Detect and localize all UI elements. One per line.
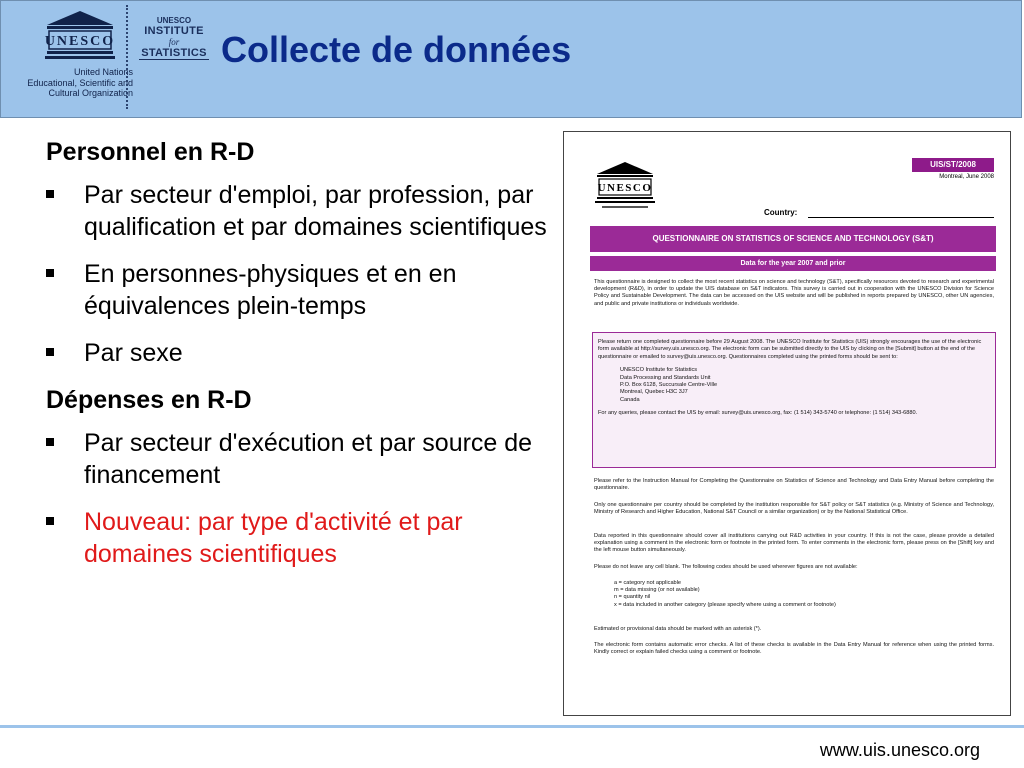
document-code-badge: UIS/ST/2008 [912,158,994,172]
contact-queries-text: For any queries, please contact the UIS by email: survey@uis.unesco.org, fax: (1 514) 343-5740 or telephone: (1 514) 343-6880. [598,410,918,417]
bullet-square-icon [46,348,54,356]
bullet-item [46,337,556,369]
section-heading-expenditure: Dépenses en R-D [46,386,252,414]
instruction-para-5: Estimated or provisional data should be marked with an asterisk (*). [594,626,762,632]
questionnaire-year-band: Data for the year 2007 and prior [590,256,996,271]
uis-line: UNESCO [156,16,192,25]
return-instructions-text: Please return one completed questionnaire before 29 August 2008. The UNESCO Institute for Statistics (UIS) strongly encourages the use of the electronic form available at http://survey.uis.unesco.org. The electronic form can be submitted directly to the UIS by clicking on the [Submit] button at the end of the questionnaire or emailed to survey@uis.unesco.org. Questionnaires completed using the printed forms should be sent to: [598,339,982,360]
address-line: Canada [620,396,640,403]
uis-line: INSTITUTE [144,25,204,37]
instruction-para-1: Please refer to the Instruction Manual for Completing the Questionnaire on Statistics of Science and Technology and Data Entry Manual before completing the questionnaire. [594,478,994,492]
instruction-para-3: Data reported in this questionnaire should cover all institutions carrying out R&D activities in your country. If this is not the case, please provide a detailed explanation using a comment in the electronic form or footnote in the printed form. To enter comments in the electronic form, please press on the [Shift] key and the left mouse button simultaneously. [594,533,994,554]
bullet-text: Par secteur d'exécution et par source de financement [84,429,533,489]
country-field-line [808,217,994,218]
bullet-square-icon [46,190,54,198]
bullet-item [46,258,556,322]
questionnaire-thumbnail [563,131,1011,716]
code-item: m = data missing (or not available) [614,587,700,594]
instruction-para-6: The electronic form contains automatic error checks. A list of these checks is available in the Data Entry Manual for reference when using the printed forms. Kindly correct or explain failed checks using a comment or footnote. [594,642,994,656]
svg-text:UNESCO: UNESCO [597,182,653,194]
country-label: Country: [764,208,798,217]
address-line: P.O. Box 6128, Succursale Centre-Ville [620,382,718,389]
uis-underline [139,59,209,60]
bullet-text-new: Nouveau: par type d'activité et par domaines scientifiques [84,508,463,568]
org-line: Educational, Scientific and [27,77,133,88]
address-line: Montreal, Quebec H3C 3J7 [620,389,688,396]
unesco-temple-logo-small [594,160,656,214]
mailing-address [598,367,990,404]
footer-divider [0,725,1024,728]
slide-title: Collecte de données [221,29,572,70]
code-item: x = data included in another category (please specify where using a comment or footnote) [614,601,836,608]
uis-line: for [168,37,180,47]
document-date: Montreal, June 2008 [939,174,994,180]
address-line: Data Processing and Standards Unit [620,374,711,381]
intro-paragraph: This questionnaire is designed to collect the most recent statistics on science and technology (S&T), specifically resources devoted to research and experimental development (R&D), in order to update the UIS database on S&T indicators. This survey is carried out in cooperation with the UNESCO Division for Science Policy and Sustainable Development. The data can be accessed on the UIS website and will be published in reports prepared by UNESCO, other UN agencies, and public and private institutions or individuals worldwide. [594,279,994,307]
bullet-text: En personnes-physiques et en en équivalences plein-temps [84,260,457,320]
org-line: Cultural Organization [48,88,133,98]
uis-line: STATISTICS [141,47,207,59]
code-item: n = quantity nil [614,594,651,601]
bullet-square-icon [46,269,54,277]
instruction-para-4: Please do not leave any cell blank. The following codes should be used wherever figures are not available: [594,564,858,570]
header-banner [0,0,1022,118]
uis-logo [139,15,209,59]
bullet-text: Par sexe [84,339,183,367]
code-item: a = category not applicable [614,580,682,586]
unesco-temple-logo [43,9,117,61]
codes-list [594,580,994,609]
footer-url: www.uis.unesco.org [819,740,980,760]
org-line: United Nations [73,67,133,77]
bullet-square-icon [46,438,54,446]
bullet-item [46,427,556,491]
header-divider [126,5,128,109]
address-line: UNESCO Institute for Statistics [620,367,698,374]
bullet-square-icon [46,517,54,525]
slide-content [46,136,556,585]
svg-text:UNESCO: UNESCO [44,34,116,49]
unesco-org-name [15,67,133,99]
return-instructions-box [592,332,996,468]
bullet-item-new [46,506,556,570]
bullet-item [46,179,556,243]
bullet-text: Par secteur d'emploi, par profession, par qualification et par domaines scientifiques [84,181,547,241]
section-heading-personnel: Personnel en R-D [46,138,255,166]
instruction-para-2: Only one questionnaire per country should be completed by the institution responsible for S&T policy or S&T statistics (e.g. Ministry of Science and Technology, Ministry of Research and Higher Education, National S&T Council or a similar organization) or by the National Statistical Office. [594,502,994,516]
questionnaire-title-band: QUESTIONNAIRE ON STATISTICS OF SCIENCE AND TECHNOLOGY (S&T) [590,226,996,252]
